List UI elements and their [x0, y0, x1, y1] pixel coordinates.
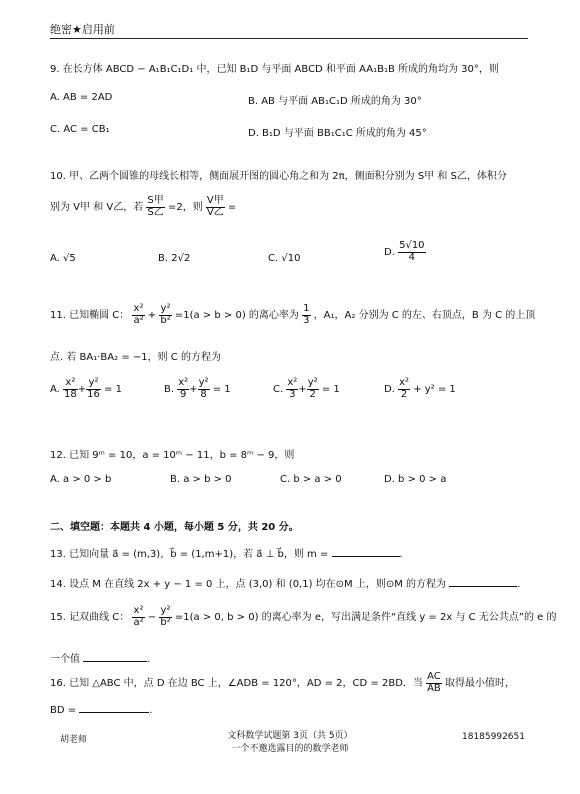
- q10-option-d-fraction: $\frac{5√10}{4}$: [399, 240, 425, 263]
- q16-line2: BD = .: [50, 702, 153, 716]
- footer-phone: 18185992651: [462, 732, 525, 742]
- q16-text-b: 取得最小值时，: [444, 678, 515, 689]
- footer-center1: 文科数学试题第 3页（共 5页）: [227, 731, 353, 741]
- q10-option-a: A. √5: [50, 253, 76, 264]
- q11-text-a: 11. 已知椭圆 C：: [50, 310, 130, 321]
- q12-option-c: C. b > a > 0: [280, 474, 342, 485]
- footer-center2: 一个不邀选露目的的数学老师: [231, 744, 349, 754]
- q14-stem: 14. 设点 M 在直线 2x + y − 1 = 0 上，点 (3,0) 和 (0,1) 均在⊙M 上，则⊙M 的方程为: [50, 579, 447, 590]
- q10-text-b: =2，则: [167, 202, 203, 213]
- q11-fraction-e: $\frac{1}{3}$: [303, 303, 310, 326]
- header-title: 绝密★启用前: [50, 23, 115, 36]
- q10-line2: [50, 196, 236, 218]
- q10-text-a: 别为 V甲 和 V乙，若: [50, 202, 144, 213]
- q10-option-c: C. √10: [268, 253, 301, 264]
- q12-option-b: B. a > b > 0: [170, 474, 232, 485]
- q9-option-a: A. AB = 2AD: [50, 92, 113, 103]
- q12-stem: 12. 已知 9ᵐ = 10，a = 10ᵐ − 11，b = 8ᵐ − 9，则: [50, 450, 295, 461]
- q11-plus: +: [147, 310, 157, 321]
- q12-option-d: D. b > 0 > a: [384, 474, 447, 485]
- q16-answer-blank[interactable]: [79, 702, 149, 713]
- footer-left: 胡老师: [60, 735, 88, 745]
- q11-fraction-y: $\frac{\text{y²}}{\text{b²}}$: [160, 303, 171, 326]
- q15-answer-blank[interactable]: [83, 651, 147, 662]
- section-title: 二、填空题：本题共 4 小题，每小题 5 分，共 20 分。: [50, 522, 299, 533]
- q11-text-b: =1(a > b > 0) 的离心率为: [174, 310, 299, 321]
- q10-line1: 10. 甲、乙两个圆锥的母线长相等，侧面展开图的圆心角之和为 2π，侧面积分别为 S甲 和 S乙，体积分: [50, 171, 507, 182]
- q9-stem: 9. 在长方体 ABCD − A₁B₁C₁D₁ 中，已知 B₁D 与平面 ABCD 和平面 AA₁B₁B 所成的角均为 30°，则: [50, 64, 499, 75]
- q11-fraction-x: $\frac{\text{x²}}{\text{a²}}$: [133, 303, 144, 326]
- q11-line2: 点. 若 BA₁·BA₂ = −1，则 C 的方程为: [50, 352, 221, 363]
- q14-line: 14. 设点 M 在直线 2x + y − 1 = 0 上，点 (3,0) 和 (0,1) 均在⊙M 上，则⊙M 的方程为 .: [50, 575, 520, 590]
- q15-text-b: =1(a > 0, b > 0) 的离心率为 e，写出满足条件“直线 y = 2x 与 C 无公共点”的 e 的: [174, 612, 557, 623]
- q16-text-a: 16. 已知 △ABC 中，点 D 在边 BC 上，∠ADB = 120°，AD = 2，CD = 2BD．当: [50, 678, 423, 689]
- q10-option-d: [384, 241, 426, 263]
- header-rule: [50, 38, 528, 39]
- q10-option-d-label: D.: [384, 247, 395, 258]
- q15-line1: 15. 记双曲线 C： $\frac{\text{x²}}{\text{a²}}$ − $\frac{\text{y²}}{\text{b²}}$ =1(a > 0, b > 0) 的离心率为 e，写出满足条件“直线 y = 2x 与 C 无公共点”的 e 的: [50, 605, 557, 628]
- q10-option-b: B. 2√2: [158, 253, 191, 264]
- q14-answer-blank[interactable]: [449, 576, 517, 587]
- q13-line: 13. 已知向量 a⃗ = (m,3)，b⃗ = (1,m+1)，若 a⃗ ⊥ b⃗，则 m = .: [50, 545, 403, 560]
- q11-option-b: B. $\frac{\text{x²}}{9}$ + $\frac{\text{y²}}{8}$ = 1: [164, 377, 231, 400]
- q9-option-b: B. AB 与平面 AB₁C₁D 所成的角为 30°: [248, 96, 422, 107]
- q13-stem: 13. 已知向量 a⃗ = (m,3)，b⃗ = (1,m+1)，若 a⃗ ⊥ b⃗，则 m =: [50, 549, 329, 560]
- q16-line1: 16. 已知 △ABC 中，点 D 在边 BC 上，∠ADB = 120°，AD = 2，CD = 2BD．当 $\frac{AC}{AB}$ 取得最小值时，: [50, 671, 515, 694]
- q11-option-c: C. $\frac{\text{x²}}{3}$ + $\frac{\text{y²}}{2}$ = 1: [273, 377, 340, 400]
- q15-text-a: 15. 记双曲线 C：: [50, 612, 130, 623]
- q10-fraction-v: $\frac{\text{V甲}}{\text{V乙}}$: [206, 195, 224, 218]
- q15-line2: 一个值 .: [50, 650, 150, 665]
- q11-option-d: D. $\frac{\text{x²}}{2}$ + y² = 1: [384, 377, 456, 400]
- q11-option-a: A. $\frac{\text{x²}}{18}$ + $\frac{\text{y²}}{16}$ = 1: [50, 377, 122, 400]
- q9-option-c: C. AC = CB₁: [50, 124, 110, 135]
- q13-answer-blank[interactable]: [332, 546, 400, 557]
- q11-text-c: ，A₁，A₂ 分别为 C 的左、右顶点，B 为 C 的上顶: [313, 310, 536, 321]
- q10-fraction-s: $\frac{\text{S甲}}{\text{S乙}}$: [147, 195, 164, 218]
- q10-text-c: =: [227, 202, 237, 213]
- q11-line1: [50, 304, 535, 326]
- q9-option-d: D. B₁D 与平面 BB₁C₁C 所成的角为 45°: [248, 128, 427, 139]
- q12-option-a: A. a > 0 > b: [50, 474, 112, 485]
